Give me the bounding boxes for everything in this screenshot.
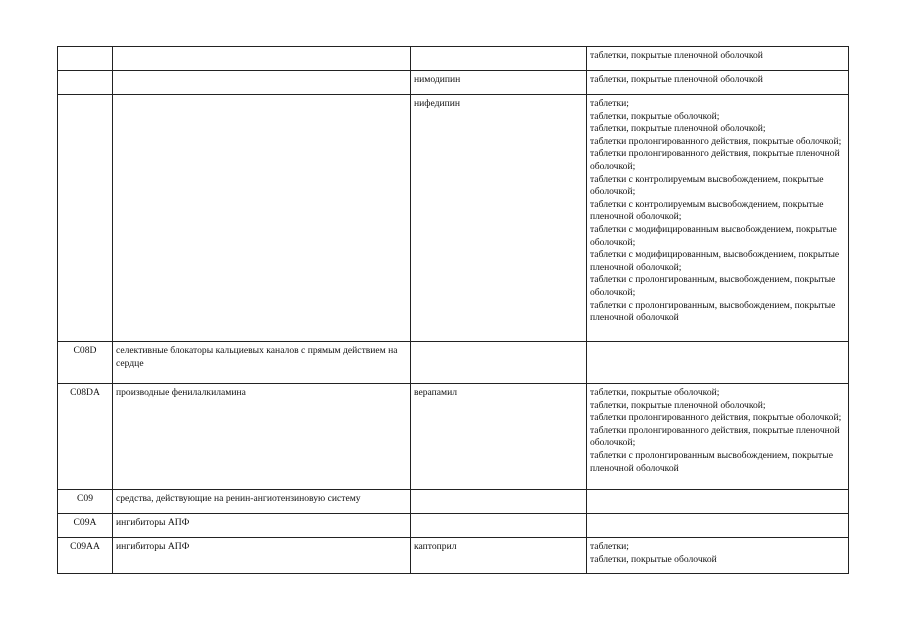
atc-code-cell: C09AA xyxy=(58,538,113,574)
dosage-forms-cell xyxy=(587,538,849,574)
dosage-form-line: таблетки; xyxy=(590,541,629,552)
dosage-form-line: таблетки с контролируемым высвобождением, покрытые оболочкой; xyxy=(590,173,824,198)
dosage-form-line: таблетки, покрытые пленочной оболочкой; xyxy=(590,399,766,411)
table-row xyxy=(58,384,849,490)
dosage-form-line: таблетки с пролонгированным, высвобождением, покрытые оболочкой; xyxy=(590,274,836,298)
table-row xyxy=(58,538,849,574)
table-row xyxy=(58,490,849,514)
drug-table xyxy=(57,46,849,574)
table-row xyxy=(58,71,849,95)
table-row xyxy=(58,342,849,384)
dosage-forms-cell xyxy=(587,384,849,490)
atc-code-cell: C09 xyxy=(58,490,113,514)
dosage-forms-cell xyxy=(587,490,849,514)
anatomical-group-cell xyxy=(113,47,411,71)
drug-name-cell: каптоприл xyxy=(411,538,587,574)
drug-name-cell xyxy=(411,514,587,538)
dosage-forms-cell xyxy=(587,514,849,538)
table-row xyxy=(58,95,849,342)
atc-code-cell: C08D xyxy=(58,342,113,384)
dosage-form-line: таблетки, покрытые оболочкой xyxy=(590,553,717,565)
anatomical-group-cell xyxy=(113,71,411,95)
table-row xyxy=(58,514,849,538)
anatomical-group-cell: средства, действующие на ренин-ангиотензиновую систему xyxy=(113,490,411,514)
drug-name-cell xyxy=(411,342,587,384)
dosage-form-line: таблетки, покрытые оболочкой; xyxy=(590,110,720,122)
dosage-form-line: таблетки пролонгированного действия, покрытые оболочкой; xyxy=(590,412,842,424)
dosage-form-line: таблетки с модифицированным, высвобождением, покрытые пленочной оболочкой; xyxy=(590,249,840,273)
atc-code-cell: C09A xyxy=(58,514,113,538)
table-row xyxy=(58,47,849,71)
dosage-form-line: таблетки, покрытые пленочной оболочкой xyxy=(590,74,763,85)
atc-code-cell xyxy=(58,47,113,71)
atc-code-cell xyxy=(58,71,113,95)
dosage-forms-cell xyxy=(587,342,849,384)
dosage-forms-cell xyxy=(587,71,849,95)
dosage-forms-cell xyxy=(587,95,849,342)
dosage-form-line: таблетки, покрытые оболочкой; xyxy=(590,387,720,398)
anatomical-group-cell: селективные блокаторы кальциевых каналов с прямым действием на сердце xyxy=(113,342,411,384)
atc-code-cell xyxy=(58,95,113,342)
table-body xyxy=(58,47,849,574)
atc-code-cell: C08DA xyxy=(58,384,113,490)
dosage-form-line: таблетки пролонгированного действия, покрытые оболочкой; xyxy=(590,135,842,147)
anatomical-group-cell: производные фенилалкиламина xyxy=(113,384,411,490)
dosage-form-line: таблетки пролонгированного действия, покрытые пленочной оболочкой; xyxy=(590,148,840,172)
dosage-form-line: таблетки, покрытые пленочной оболочкой xyxy=(590,50,763,61)
dosage-form-line: таблетки пролонгированного действия, покрытые пленочной оболочкой; xyxy=(590,424,840,449)
dosage-form-line: таблетки с модифицированным высвобождением, покрытые оболочкой; xyxy=(590,223,837,248)
anatomical-group-cell xyxy=(113,95,411,342)
drug-name-cell xyxy=(411,490,587,514)
dosage-form-line: таблетки, покрытые пленочной оболочкой; xyxy=(590,123,766,135)
dosage-forms-cell xyxy=(587,47,849,71)
dosage-form-line: таблетки с пролонгированным высвобождением, покрытые пленочной оболочкой xyxy=(590,449,833,474)
drug-name-cell xyxy=(411,47,587,71)
drug-name-cell: нимодипин xyxy=(411,71,587,95)
dosage-form-line: таблетки; xyxy=(590,98,629,109)
dosage-form-line: таблетки с контролируемым высвобождением, покрытые пленочной оболочкой; xyxy=(590,198,824,223)
dosage-form-line: таблетки с пролонгированным, высвобождением, покрытые пленочной оболочкой xyxy=(590,299,836,324)
anatomical-group-cell: ингибиторы АПФ xyxy=(113,538,411,574)
anatomical-group-cell: ингибиторы АПФ xyxy=(113,514,411,538)
drug-name-cell: нифедипин xyxy=(411,95,587,342)
drug-name-cell: верапамил xyxy=(411,384,587,490)
